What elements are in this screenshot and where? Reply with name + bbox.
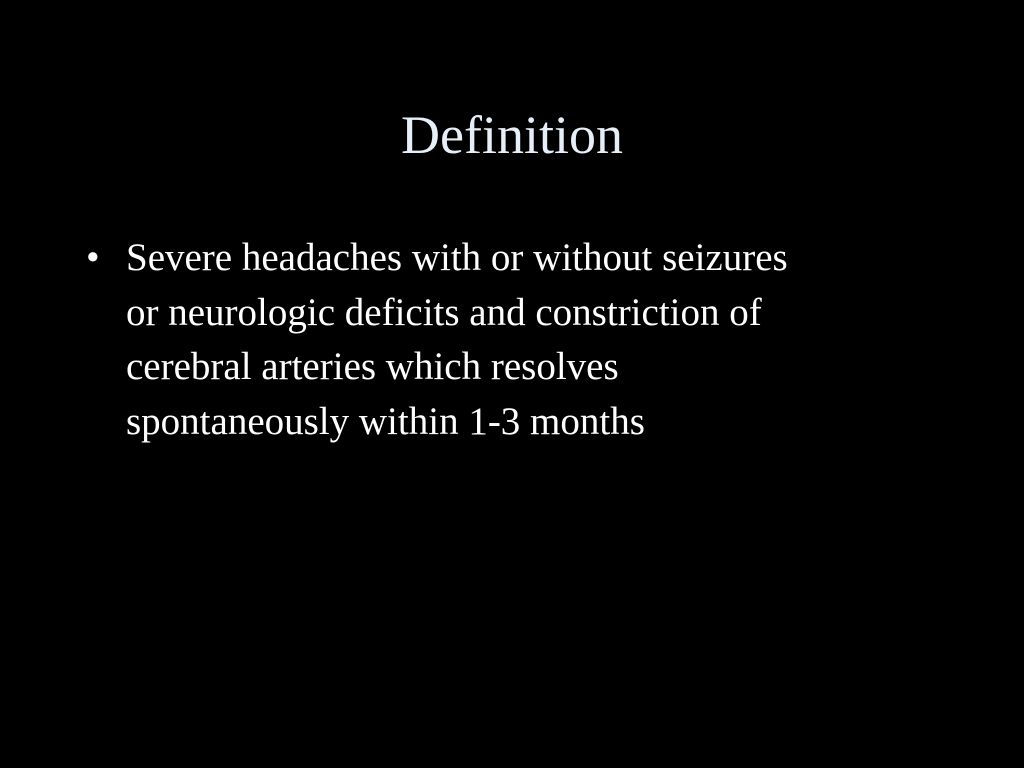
bullet-list bbox=[86, 231, 926, 449]
bullet-marker: • bbox=[86, 236, 100, 279]
bullet-text-line-1: Severe headaches with or without seizures bbox=[126, 236, 788, 279]
bullet-text-line-2: or neurologic deficits and constriction of bbox=[126, 290, 762, 334]
bullet-text-line-3: cerebral arteries which resolves bbox=[126, 345, 619, 388]
bullet-item bbox=[86, 231, 926, 449]
bullet-text-line-4: spontaneously within 1-3 months bbox=[126, 399, 645, 443]
slide-title: Definition bbox=[401, 105, 623, 165]
